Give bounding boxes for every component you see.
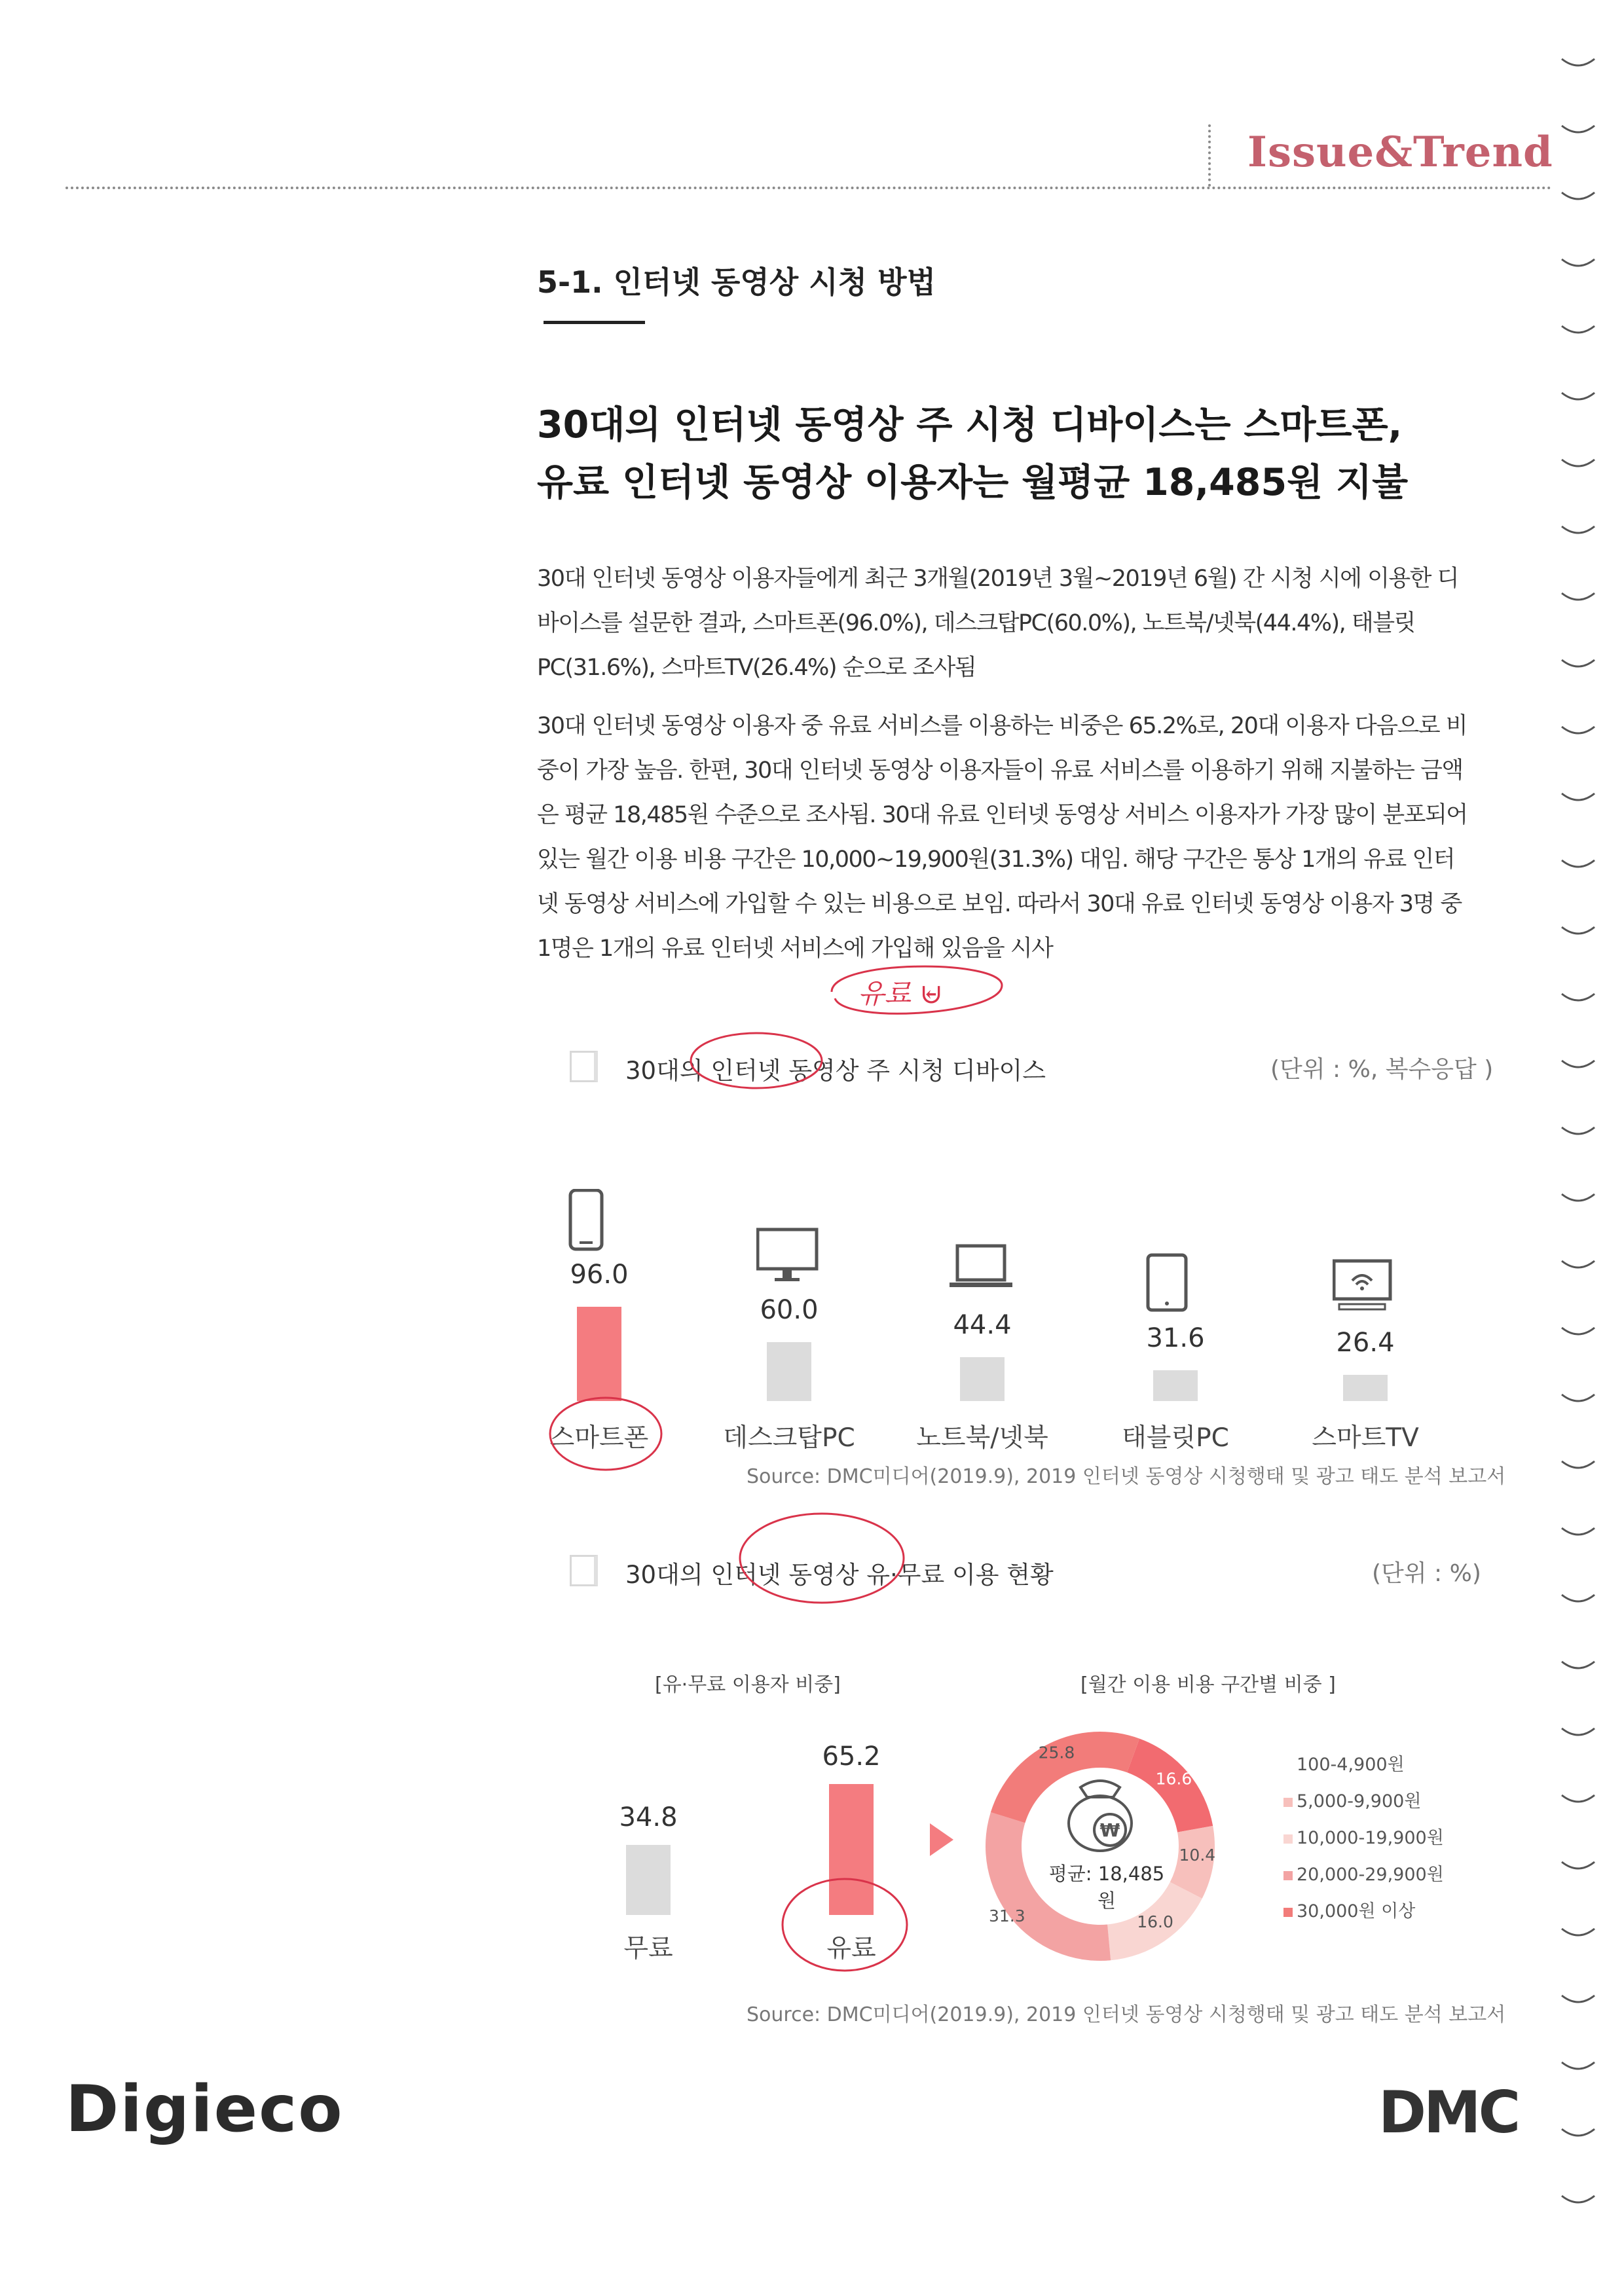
section-underline <box>544 321 645 324</box>
spiral-ring <box>1562 860 1595 867</box>
chart1-heading-icon <box>570 1051 598 1082</box>
donut-value-label: 16.6 <box>1155 1769 1192 1789</box>
legend-swatch <box>1283 1798 1293 1807</box>
paid-free-value-label: 65.2 <box>822 1741 881 1772</box>
device-category-label: 태블릿PC <box>1122 1423 1229 1453</box>
device-bar-chart <box>537 1165 1480 1460</box>
legend-item <box>1283 1820 1444 1857</box>
section-title: 5-1. 인터넷 동영상 시청 방법 <box>537 264 936 300</box>
headline-line-2: 유료 인터넷 동영상 이용자는 월평균 18,485원 지불 <box>537 461 1409 504</box>
spiral-ring <box>1562 2062 1595 2069</box>
paragraph-2: 30대 인터넷 동영상 이용자 중 유료 서비스를 이용하는 비중은 65.2%로, 20대 이용자 다음으로 비중이 가장 높음. 한편, 30대 인터넷 동영상 이용자들이 유료 서비스를 이용하기 위해 지불하는 금액은 평균 18,485원 수준으로 조사됨. 30대 유료 인터넷 동영상 서비스 이용자가 가장 많이 분포되어 있는 월간 이용 비용 구간은 10,000~19,900원(31.3%) 대임. 해당 구간은 통상 1개의 유료 인터넷 동영상 서비스에 가입할 수 있는 비용으로 보임. 따라서 30대 유료 인터넷 동영상 이용자 3명 중 1명은 1개의 유료 인터넷 서비스에 가입해 있음을 시사 <box>537 713 1467 962</box>
paid-free-bar-chart <box>589 1715 956 1977</box>
legend-item <box>1283 1783 1444 1820</box>
device-icon-wrap <box>756 1224 822 1289</box>
spiral-ring <box>1562 259 1595 266</box>
spiral-ring <box>1562 1461 1595 1468</box>
device-bar <box>1343 1375 1388 1401</box>
paid-free-bar <box>626 1845 671 1915</box>
spiral-ring <box>1562 2129 1595 2136</box>
spiral-ring <box>1562 1061 1595 1067</box>
smart-tv-icon <box>1333 1257 1398 1319</box>
chart2-title: 30대의 인터넷 동영상 유·무료 이용 현황 <box>625 1561 1054 1589</box>
dmc-logo <box>1378 2079 1518 2146</box>
legend-label: 10,000-19,900원 <box>1297 1828 1444 1848</box>
donut-value-label: 25.8 <box>1038 1743 1075 1762</box>
device-bar <box>960 1357 1005 1401</box>
spiral-ring <box>1562 1862 1595 1868</box>
device-icon-wrap <box>1143 1252 1208 1317</box>
spiral-ring <box>1562 1595 1595 1601</box>
device-bar <box>1153 1370 1198 1401</box>
chart2-heading-icon <box>570 1555 598 1586</box>
spiral-ring <box>1562 1394 1595 1401</box>
spiral-binding <box>1559 39 1598 2278</box>
chart1-source: Source: DMC미디어(2019.9), 2019 인터넷 동영상 시청행태 및 광고 태도 분석 보고서 <box>747 1465 1506 1488</box>
header-divider <box>1208 124 1211 187</box>
handwritten-note <box>819 953 1015 1031</box>
cost-donut-chart <box>969 1715 1231 1977</box>
legend-swatch <box>1283 1908 1293 1917</box>
device-value-label: 44.4 <box>953 1310 1012 1341</box>
device-value-label: 96.0 <box>570 1260 629 1290</box>
device-category-label: 데스크탑PC <box>723 1423 855 1453</box>
legend-swatch <box>1283 1761 1293 1770</box>
legend-item <box>1283 1747 1444 1783</box>
dmc-logo-text: DMC <box>1378 2079 1519 2146</box>
spiral-ring <box>1562 1528 1595 1535</box>
spiral-ring <box>1562 192 1595 199</box>
donut-value-label: 31.3 <box>988 1906 1025 1926</box>
device-bar <box>767 1342 811 1401</box>
donut-svg <box>969 1715 1231 1977</box>
device-icon-wrap <box>1333 1257 1398 1322</box>
legend-swatch <box>1283 1834 1293 1844</box>
legend-label: 5,000-9,900원 <box>1297 1791 1422 1812</box>
spiral-ring <box>1562 1328 1595 1334</box>
chart2-source: Source: DMC미디어(2019.9), 2019 인터넷 동영상 시청행태 및 광고 태도 분석 보고서 <box>747 2003 1506 2026</box>
digieco-logo <box>65 2072 344 2147</box>
legend-label: 20,000-29,900원 <box>1297 1865 1444 1885</box>
donut-value-label: 16.0 <box>1137 1912 1173 1932</box>
smartphone-handwritten-circle <box>544 1385 668 1479</box>
device-icon-wrap <box>950 1239 1015 1304</box>
laptop-icon <box>950 1239 1015 1302</box>
spiral-ring <box>1562 1795 1595 1802</box>
paid-free-value-label: 34.8 <box>619 1802 678 1833</box>
device-category-label: 스마트TV <box>1312 1423 1419 1453</box>
spiral-ring <box>1562 994 1595 1000</box>
paid-free-category-label: 유료 <box>826 1934 876 1963</box>
spiral-ring <box>1562 1662 1595 1668</box>
chart2-right-subtitle: [월간 이용 비용 구간별 비중 ] <box>1080 1673 1336 1696</box>
device-category-label: 스마트폰 <box>549 1423 649 1453</box>
paid-free-category-label: 무료 <box>623 1934 673 1963</box>
header-rule <box>65 187 1552 189</box>
donut-avg-label: 평균: 18,485원 <box>1048 1863 1165 1912</box>
brand-title: Issue&Trend <box>1247 128 1553 177</box>
headline-line-1: 30대의 인터넷 동영상 주 시청 디바이스는 스마트폰, <box>537 403 1403 446</box>
tablet-icon <box>1143 1252 1208 1315</box>
spiral-ring <box>1562 2196 1595 2202</box>
headline <box>537 396 1408 511</box>
donut-legend <box>1283 1747 1444 1930</box>
monitor-icon <box>756 1224 822 1286</box>
spiral-ring <box>1562 1194 1595 1201</box>
device-icon-wrap <box>566 1189 632 1254</box>
spiral-ring <box>1562 660 1595 666</box>
smartphone-icon <box>566 1189 632 1251</box>
spiral-ring <box>1562 593 1595 600</box>
spiral-ring <box>1562 326 1595 333</box>
spiral-ring <box>1562 727 1595 733</box>
chart1-unit: (단위 : %, 복수응답 ) <box>1270 1056 1494 1083</box>
spiral-ring <box>1562 1995 1595 2002</box>
svg-text:₩: ₩ <box>1099 1819 1120 1841</box>
arrow-right-icon <box>930 1823 956 1856</box>
device-value-label: 26.4 <box>1336 1328 1395 1358</box>
chart2-unit: (단위 : %) <box>1372 1560 1481 1587</box>
digieco-logo-text: Digieco <box>65 2072 344 2147</box>
chart1-title: 30대의 인터넷 동영상 주 시청 디바이스 <box>625 1057 1046 1085</box>
spiral-ring <box>1562 526 1595 533</box>
handwritten-note-text: 유료 ⊌ <box>858 977 943 1010</box>
spiral-ring <box>1562 126 1595 132</box>
spiral-ring <box>1562 1261 1595 1267</box>
donut-value-label: 10.4 <box>1179 1846 1216 1865</box>
spiral-ring <box>1562 460 1595 466</box>
legend-label: 100-4,900원 <box>1297 1755 1405 1775</box>
device-value-label: 31.6 <box>1146 1322 1205 1353</box>
spiral-ring <box>1562 59 1595 65</box>
spiral-ring <box>1562 1929 1595 1935</box>
device-category-label: 노트북/넷북 <box>916 1423 1048 1453</box>
device-value-label: 60.0 <box>760 1295 819 1325</box>
legend-item <box>1283 1857 1444 1893</box>
legend-label: 30,000원 이상 <box>1297 1901 1416 1922</box>
spiral-ring <box>1562 1728 1595 1735</box>
spiral-ring <box>1562 793 1595 800</box>
spiral-ring <box>1562 1127 1595 1134</box>
chart2-left-subtitle: [유·무료 이용자 비중] <box>655 1673 841 1696</box>
paid-handwritten-circle <box>773 1866 917 1980</box>
paragraph-1: 30대 인터넷 동영상 이용자들에게 최근 3개월(2019년 3월~2019년 6월) 간 시청 시에 이용한 디바이스를 설문한 결과, 스마트폰(96.0%), 데스크탑PC(60.0%), 노트북/넷북(44.4%), 태블릿PC(31.6%), 스마트TV(26.4%) 순으로 조사됨 <box>537 566 1458 681</box>
money-bag-icon <box>1069 1781 1132 1851</box>
spiral-ring <box>1562 927 1595 934</box>
legend-item <box>1283 1893 1444 1930</box>
chart1-title-circle <box>688 1028 825 1093</box>
legend-swatch <box>1283 1871 1293 1880</box>
chart2-title-circle <box>733 1506 910 1611</box>
spiral-ring <box>1562 393 1595 399</box>
